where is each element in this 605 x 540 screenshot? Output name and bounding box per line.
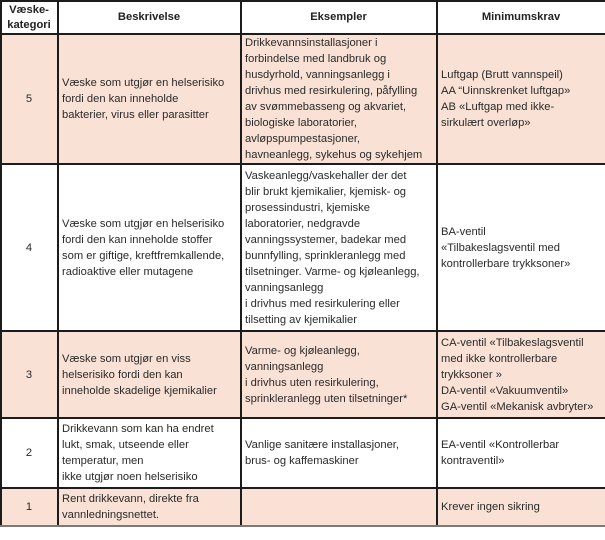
examples-cell: Drikkevannsinstallasjoner i forbindelse med landbruk og husdyrhold, vanningsanlegg i drivhus med resirkulering, påfylling av svømmebasseng og akvariet, biologiske laboratorier, avløpspumpestasjoner, havneanlegg, sykehus og sykehjem (241, 34, 437, 164)
header-requirements: Minimumskrav (437, 1, 605, 34)
description-cell: Drikkevann som kan ha endret lukt, smak, utseende eller temperatur, men ikke utgjør noen helserisiko (58, 418, 241, 488)
category-cell: 3 (1, 331, 58, 418)
description-cell: Rent drikkevann, direkte fra vannledningsnettet. (58, 488, 241, 526)
description-cell: Væske som utgjør en helserisiko fordi den kan inneholde stoffer som er giftige, kreftfremkallende, radioaktive eller mutagene (58, 164, 241, 331)
examples-cell (241, 488, 437, 526)
category-cell: 1 (1, 488, 58, 526)
requirements-cell: Krever ingen sikring (437, 488, 605, 526)
table-row-category-2 (1, 418, 605, 488)
table-row-category-5 (1, 34, 605, 164)
requirements-cell: Luftgap (Brutt vannspeil) AA “Uinnskrenket luftgap» AB «Luftgap med ikke- sirkulært overløp» (437, 34, 605, 164)
header-description: Beskrivelse (58, 1, 241, 34)
table-row-category-1 (1, 488, 605, 526)
examples-cell: Varme- og kjøleanlegg, vanningsanlegg i drivhus uten resirkulering, sprinkleranlegg uten tilsetninger* (241, 331, 437, 418)
table-row-category-3 (1, 331, 605, 418)
category-cell: 2 (1, 418, 58, 488)
header-examples: Eksempler (241, 1, 437, 34)
category-cell: 4 (1, 164, 58, 331)
description-cell: Væske som utgjør en helserisiko fordi den kan inneholde bakterier, virus eller parasitter (58, 34, 241, 164)
requirements-cell: CA-ventil «Tilbakeslagsventil med ikke kontrollerbare trykksoner » DA-ventil «Vakuumventil» GA-ventil «Mekanisk avbryter» (437, 331, 605, 418)
examples-cell: Vanlige sanitære installasjoner, brus- og kaffemaskiner (241, 418, 437, 488)
description-cell: Væske som utgjør en viss helserisiko fordi den kan inneholde skadelige kjemikalier (58, 331, 241, 418)
requirements-cell: EA-ventil «Kontrollerbar kontraventil» (437, 418, 605, 488)
header-row (1, 1, 605, 34)
table-row-category-4 (1, 164, 605, 331)
header-category: Væske- kategori (1, 1, 58, 34)
category-cell: 5 (1, 34, 58, 164)
examples-cell: Vaskeanlegg/vaskehaller der det blir brukt kjemikalier, kjemisk- og prosessindustri, kjemiske laboratorier, nedgravde vanningssystemer, badekar med bunnfylling, sprinkleranlegg med tilsetninger. Varme- og kjøleanlegg, vanningsanlegg i drivhus med resirkulering eller tilsetting av kjemikalier (241, 164, 437, 331)
requirements-cell: BA-ventil «Tilbakeslagsventil med kontrollerbare trykksoner» (437, 164, 605, 331)
